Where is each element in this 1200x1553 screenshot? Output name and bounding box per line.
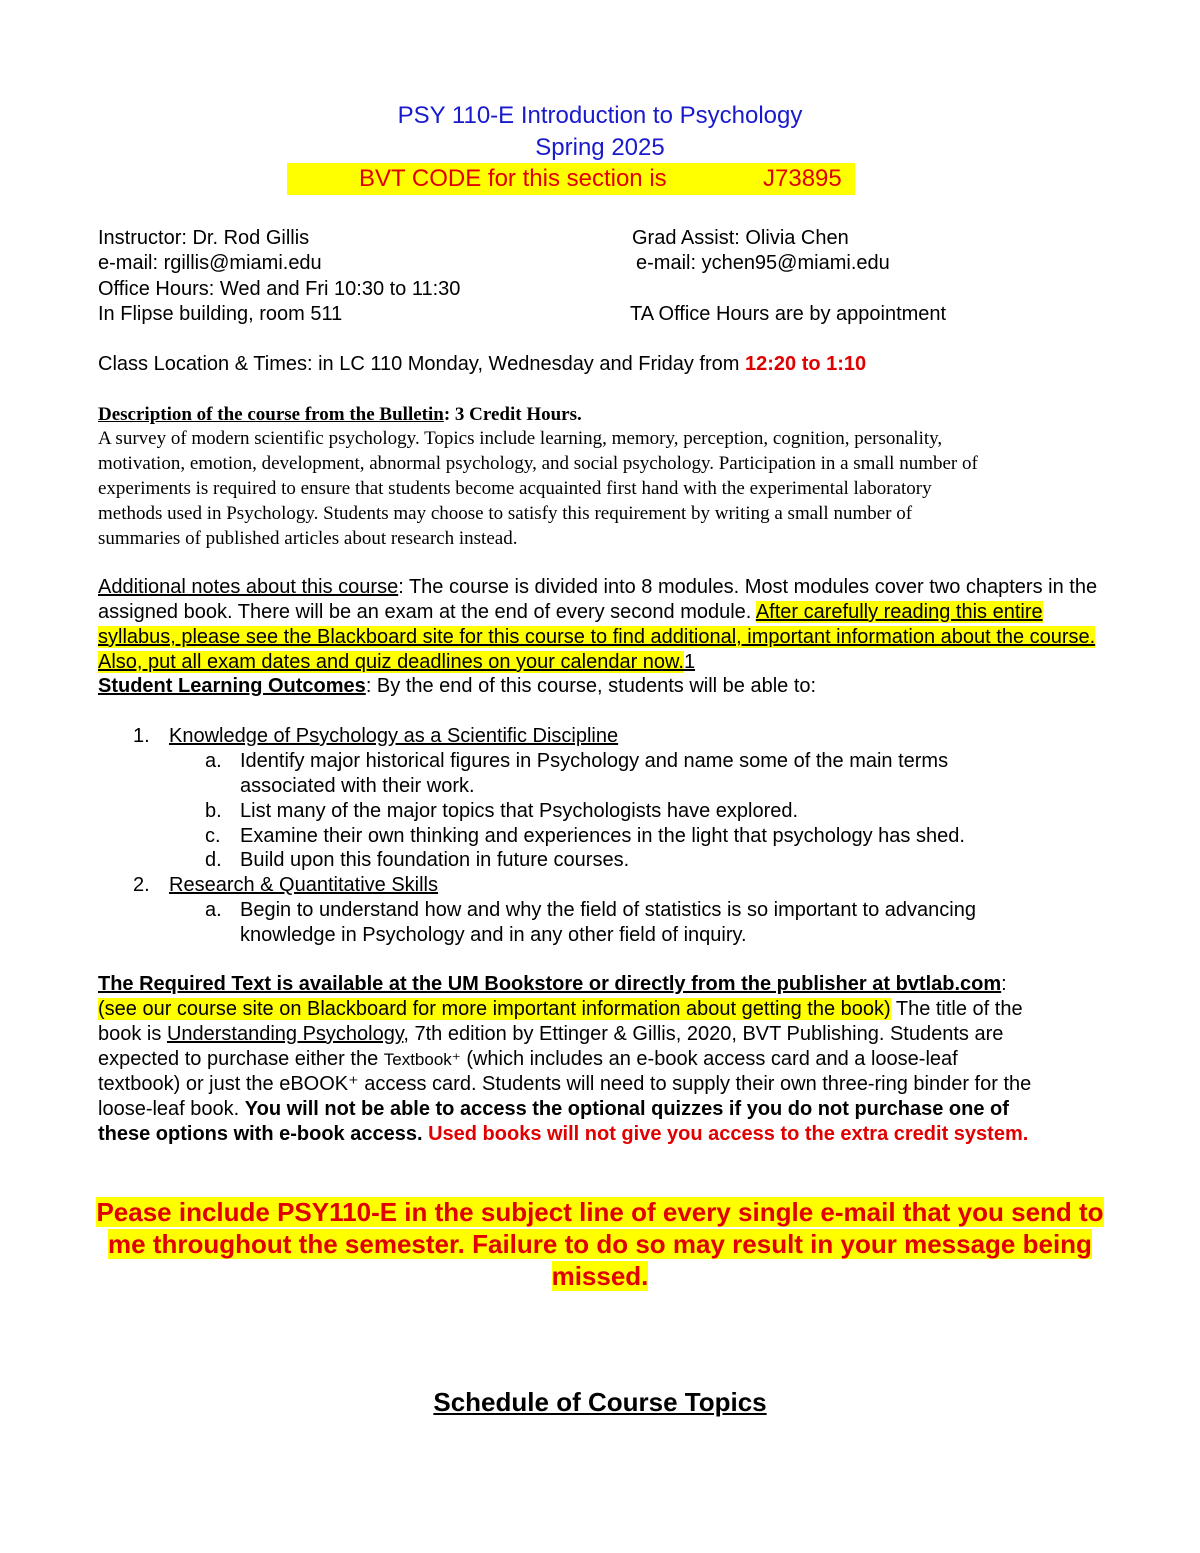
outcome-letter: b. (205, 800, 222, 822)
required-text-colon: : (1001, 973, 1007, 995)
outcome-title: Research & Quantitative Skills (169, 874, 439, 896)
additional-notes-highlight: After carefully reading this entire syllabus, please see the Blackboard site for this course to find additional, important information about the course. Also, put all exam dates and quiz deadlines on your calendar now. (98, 601, 1096, 673)
description-line: summaries of published articles about research instead. (98, 528, 518, 549)
class-location-text: Class Location & Times: in LC 110 Monday, Wednesday and Friday from (98, 353, 745, 375)
class-location (98, 352, 866, 377)
required-text-lead[interactable]: The Required Text is available at the UM Bookstore or directly from the publisher at bvtlab.com (98, 973, 1002, 995)
required-text-part: , 7th edition by Ettinger & Gillis, 2020, BVT Publishing. Students are expected to purchase either the (98, 1023, 1004, 1070)
schedule-heading-text: Schedule of Course Topics (433, 1387, 767, 1417)
bvt-code-label: BVT CODE for this section is (359, 165, 667, 192)
outcome-letter: c. (205, 825, 221, 847)
description-heading-label: Description of the course from the Bulletin (98, 404, 444, 425)
instructor-email[interactable]: e-mail: rgillis@miami.edu (98, 252, 322, 274)
used-books-warning: Used books will not give you access to the extra credit system. (428, 1123, 1029, 1145)
ta-office-hours: TA Office Hours are by appointment (630, 303, 947, 325)
office-hours: Office Hours: Wed and Fri 10:30 to 11:30 (98, 278, 461, 300)
instructor-name: Instructor: Dr. Rod Gillis (98, 227, 310, 249)
bvt-code-banner (287, 163, 855, 195)
description-line: A survey of modern scientific psychology. Topics include learning, memory, perception, cognition, personality, (98, 428, 943, 449)
outcome-number: 2. (133, 874, 150, 896)
description-line: methods used in Psychology. Students may choose to satisfy this requirement by writing a small number of (98, 503, 913, 524)
required-text-part: The title of the book is (98, 998, 1023, 1045)
textbook-plus: Textbook⁺ (383, 1050, 461, 1069)
course-title: PSY 110-E Introduction to Psychology (397, 102, 803, 129)
outcome-sub-item: Identify major historical figures in Psychology and name some of the main terms associated with their work. (240, 750, 949, 797)
schedule-heading (0, 1386, 1200, 1418)
book-title: Understanding Psychology (166, 1023, 404, 1045)
quiz-access-warning: You will not be able to access the optional quizzes if you do not purchase one of these options with e-book access. (98, 1098, 1009, 1145)
outcome-letter: d. (205, 849, 222, 871)
bvt-code-value: J73895 (763, 165, 842, 192)
grad-assist-email[interactable]: e-mail: ychen95@miami.edu (636, 252, 890, 274)
outcome-sub-item: List many of the major topics that Psychologists have explored. (240, 800, 799, 822)
outcome-number: 1. (133, 725, 150, 747)
outcome-title: Knowledge of Psychology as a Scientific Discipline (169, 725, 619, 747)
description-line: motivation, emotion, development, abnormal psychology, and social psychology. Participation in a small number of (98, 453, 978, 474)
outcome-letter: a. (205, 750, 222, 772)
grad-assist-name: Grad Assist: Olivia Chen (632, 227, 849, 249)
email-notice-part: in the subject line of every single e-mail that you send to me throughout the semester. Failure to do so may result in your message being missed. (108, 1197, 1104, 1291)
required-text-part: (which includes an e-book access card and a loose-leaf textbook) or just the eBOOK⁺ access card. Students will need to supply their own three-ring binder for the loose-leaf book. (98, 1048, 1032, 1120)
required-text (98, 972, 1038, 1147)
outcome-sub-item: Build upon this foundation in future courses. (240, 849, 630, 871)
footnote-marker[interactable]: 1 (683, 651, 696, 673)
learning-outcomes-label: Student Learning Outcomes (98, 675, 366, 697)
learning-outcomes-heading (98, 674, 816, 699)
additional-notes-text: : The course is divided into 8 modules. Most modules cover two chapters in the assigned book. There will be an exam at the end of every second module. (98, 576, 1098, 623)
credit-hours: : 3 Credit Hours. (443, 404, 582, 425)
email-notice-part: Pease include (96, 1197, 278, 1227)
required-text-highlight: (see our course site on Blackboard for more important information about getting the book) (98, 998, 891, 1020)
email-notice-code: PSY110-E (277, 1197, 398, 1227)
email-subject-notice (90, 1196, 1110, 1292)
office-location: In Flipse building, room 511 (98, 303, 343, 325)
class-time: 12:20 to 1:10 (744, 353, 867, 375)
description-line: experiments is required to ensure that students become acquainted first hand with the experimental laboratory (98, 478, 932, 499)
outcome-letter: a. (205, 899, 222, 921)
additional-notes (98, 575, 1108, 675)
learning-outcomes-intro: : By the end of this course, students will be able to: (365, 675, 817, 697)
additional-notes-label: Additional notes about this course (98, 576, 399, 598)
term: Spring 2025 (535, 134, 665, 161)
description-heading (98, 402, 582, 427)
outcome-sub-item: Begin to understand how and why the field of statistics is so important to advancing knowledge in Psychology and in any other field of inquiry. (240, 899, 976, 946)
outcome-sub-item: Examine their own thinking and experiences in the light that psychology has shed. (240, 825, 965, 847)
